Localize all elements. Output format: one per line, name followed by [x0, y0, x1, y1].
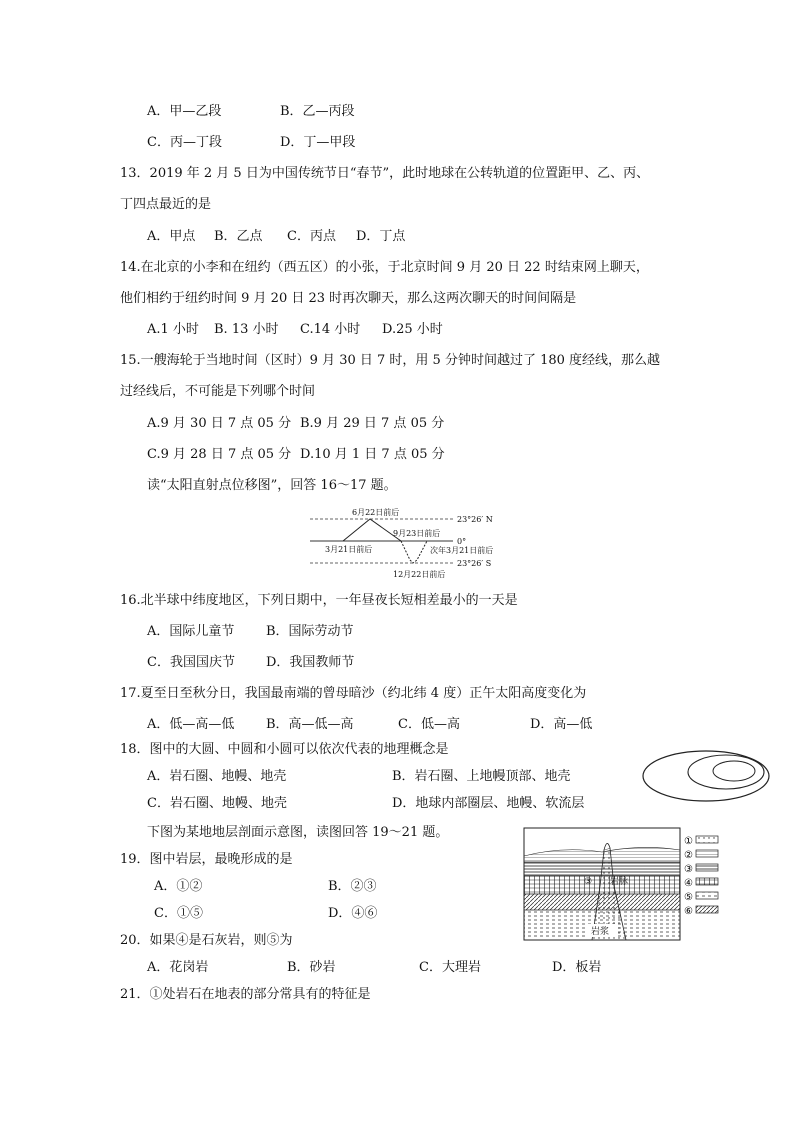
legend-swatch-2	[696, 850, 718, 857]
legend-swatch-6	[696, 906, 718, 913]
q15-stem-line2: 过经线后，不可能是下列哪个时间	[120, 384, 316, 399]
label-lat-zero: 0°	[457, 537, 467, 546]
nested-circles-diagram	[640, 748, 772, 804]
q16-option-d: D．我国教师节	[266, 655, 355, 670]
legend-label-6: ⑥	[684, 906, 693, 917]
legend-swatch-3	[696, 864, 718, 871]
label-lat-south: 23°26′ S	[457, 559, 492, 568]
legend-label-1: ①	[684, 836, 693, 847]
q18-option-a: A．岩石圈、地幔、地壳	[147, 769, 287, 784]
intro-19-21: 下图为某地地层剖面示意图，读图回答 19～21 题。	[147, 825, 449, 840]
sun-migration-diagram	[305, 505, 525, 583]
south-arc	[401, 541, 427, 563]
label-mar21: 3月21日前后	[325, 545, 373, 554]
q20-option-a: A．花岗岩	[147, 960, 209, 975]
label-lat-north: 23°26′ N	[457, 515, 493, 524]
label-magma: 岩浆	[591, 927, 610, 937]
label-dec22: 12月22日前后	[393, 570, 446, 579]
q15-option-d: D.10 月 1 日 7 点 05 分	[300, 447, 445, 462]
q19-option-a: A．①②	[154, 879, 203, 894]
q16-stem: 16.北半球中纬度地区，下列日期中，一年昼夜长短相差最小的一天是	[120, 593, 518, 608]
q12-option-c: C．丙—丁段	[147, 135, 222, 150]
q14-option-a: A.1 小时	[147, 322, 199, 337]
q18-option-d: D．地球内部圈层、地幔、软流层	[392, 796, 585, 811]
label-sep23: 9月23日前后	[393, 529, 441, 538]
q20-option-d: D．板岩	[552, 960, 602, 975]
legend-label-3: ③	[684, 864, 693, 875]
legend-swatch-5	[696, 892, 718, 899]
q19-option-c: C．①⑤	[154, 906, 203, 921]
legend-swatch-4	[696, 878, 718, 885]
q14-option-b: B. 13 小时	[214, 322, 279, 337]
q13-option-d: D．丁点	[356, 229, 406, 244]
q19-option-b: B．②③	[328, 879, 377, 894]
q20-stem: 20．如果④是石灰岩，则⑤为	[120, 933, 293, 948]
q20-option-c: C．大理岩	[419, 960, 481, 975]
legend-swatch-1	[696, 836, 718, 843]
q12-option-b: B．乙—丙段	[280, 104, 355, 119]
q16-option-a: A．国际儿童节	[147, 624, 235, 639]
medium-circle	[688, 755, 764, 789]
q17-stem: 17.夏至日至秋分日，我国最南端的曾母暗沙（约北纬 4 度）正午太阳高度变化为	[120, 686, 587, 701]
q18-option-c: C．岩石圈、地幔、地壳	[147, 796, 287, 811]
q16-option-b: B．国际劳动节	[266, 624, 354, 639]
q19-stem: 19．图中岩层，最晚形成的是	[120, 852, 293, 867]
q13-option-b: B．乙点	[214, 229, 263, 244]
q13-stem-line2: 丁四点最近的是	[120, 197, 212, 212]
q19-option-d: D．④⑥	[328, 906, 378, 921]
q15-stem-line1: 15.一艘海轮于当地时间（区时）9 月 30 日 7 时，用 5 分钟时间越过了 180 度经线，那么越	[120, 353, 661, 368]
q14-stem-line1: 14.在北京的小李和在纽约（西五区）的小张，于北京时间 9 月 20 日 22 时结束网上聊天，	[120, 260, 649, 275]
q13-stem-line1: 13．2019 年 2 月 5 日为中国传统节日“春节”，此时地球在公转轨道的位置距甲、乙、丙、	[120, 166, 650, 181]
q15-option-a: A.9 月 30 日 7 点 05 分	[147, 416, 292, 431]
q12-option-d: D．丁—甲段	[280, 135, 356, 150]
strata-profile-diagram	[522, 826, 730, 944]
q14-stem-line2: 他们相约于纽约时间 9 月 20 日 23 时再次聊天，那么这两次聊天的时间间隔是	[120, 291, 577, 306]
q13-option-c: C．丙点	[287, 229, 336, 244]
q13-option-a: A．甲点	[147, 229, 196, 244]
legend-label-2: ②	[684, 850, 693, 861]
label-next-mar21: 次年3月21日前后	[430, 546, 494, 555]
q14-option-d: D.25 小时	[382, 322, 443, 337]
q21-stem: 21．①处岩石在地表的部分常具有的特征是	[120, 987, 371, 1002]
q18-stem: 18．图中的大圆、中圆和小圆可以依次代表的地理概念是	[120, 742, 449, 757]
q17-option-a: A．低—高—低	[147, 717, 235, 732]
q16-option-c: C．我国国庆节	[147, 655, 235, 670]
small-circle	[713, 761, 755, 781]
q17-option-d: D．高—低	[530, 717, 593, 732]
q17-option-b: B．高—低—高	[266, 717, 354, 732]
q15-option-b: B.9 月 29 日 7 点 05 分	[300, 416, 445, 431]
intro-16-17: 读“太阳直射点位移图”，回答 16～17 题。	[147, 478, 397, 493]
strata-legend	[684, 836, 718, 917]
q15-option-c: C.9 月 28 日 7 点 05 分	[147, 447, 292, 462]
q17-option-c: C．低—高	[398, 717, 460, 732]
q18-option-b: B．岩石圈、上地幔顶部、地壳	[392, 769, 571, 784]
label-jun22: 6月22日前后	[352, 508, 400, 517]
label-dike: 岩脉	[610, 877, 629, 887]
label-rock-3: ③	[584, 877, 593, 887]
legend-label-5: ⑤	[684, 892, 693, 903]
legend-label-4: ④	[684, 878, 693, 889]
q20-option-b: B．砂岩	[287, 960, 336, 975]
q14-option-c: C.14 小时	[300, 322, 361, 337]
q12-option-a: A．甲—乙段	[147, 104, 222, 119]
